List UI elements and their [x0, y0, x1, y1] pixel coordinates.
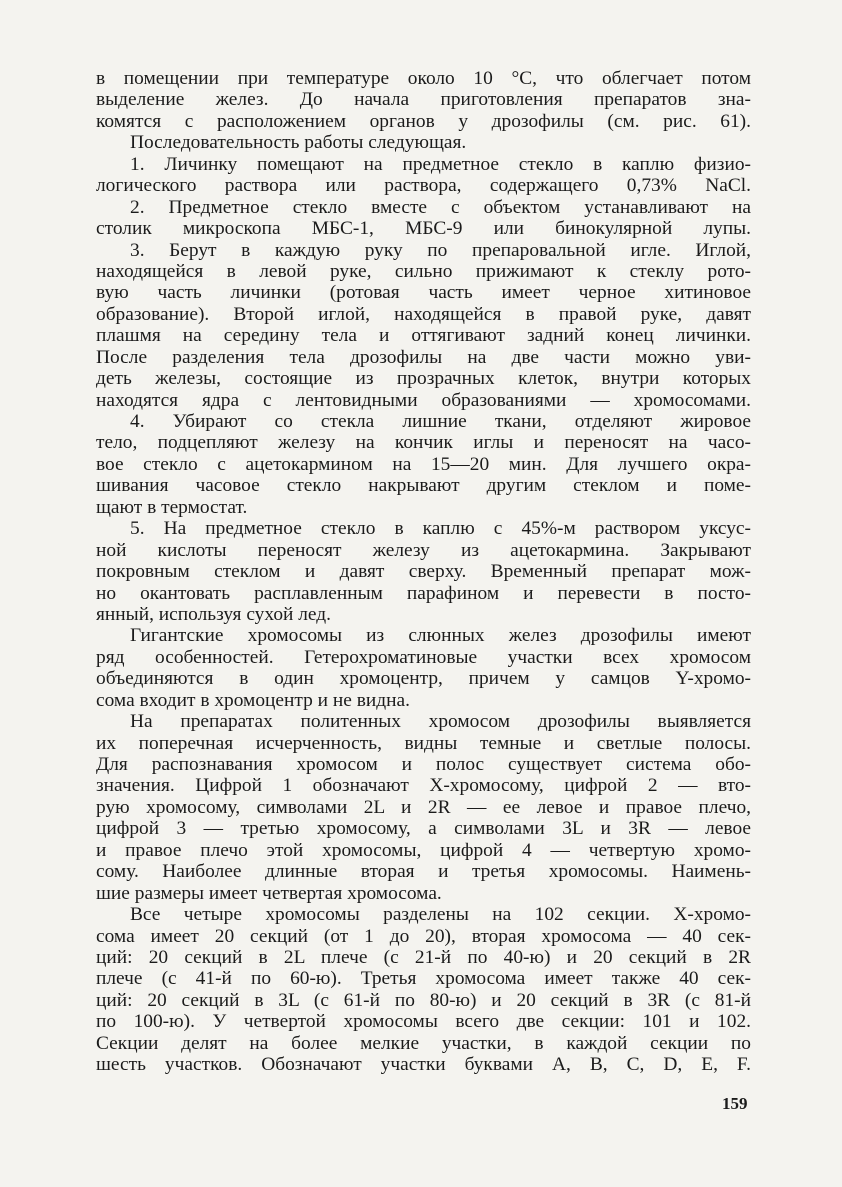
text-line: цифрой 3 — третью хромосому, а символами 3L и 3R — левое: [96, 818, 751, 840]
text-line: шивания часовое стекло накрывают другим стеклом и поме-: [96, 475, 751, 497]
text-line: сому. Наиболее длинные вторая и третья хромосомы. Наимень-: [96, 861, 751, 883]
text-line: значения. Цифрой 1 обозначают X-хромосому, цифрой 2 — вто-: [96, 775, 751, 797]
text-line: вую часть личинки (ротовая часть имеет черное хитиновое: [96, 282, 751, 304]
text-line: комятся с расположением органов у дрозофилы (см. рис. 61).: [96, 110, 751, 132]
text-line: ций: 20 секций в 2L плече (с 21-й по 40-ю) и 20 секций в 2R: [96, 946, 751, 968]
text-line: 2. Предметное стекло вместе с объектом устанавливают на: [130, 196, 751, 218]
text-line: тело, подцепляют железу на кончик иглы и переносят на часо-: [96, 432, 751, 454]
text-line: 4. Убирают со стекла лишние ткани, отделяют жировое: [130, 411, 751, 432]
text-line: столик микроскопа МБС-1, МБС-9 или бинокулярной лупы.: [96, 218, 751, 240]
text-line: Гигантские хромосомы из слюнных желез дрозофилы имеют: [130, 625, 751, 647]
text-line: плече (с 41-й по 60-ю). Третья хромосома имеет также 40 сек-: [96, 968, 751, 990]
page-number: 159: [722, 1094, 748, 1113]
text-line: покровным стеклом и давят сверху. Временный препарат мож-: [96, 561, 751, 583]
text-line: сома входит в хромоцентр и не видна.: [96, 689, 410, 711]
text-line: Для распознавания хромосом и полос существует система обо-: [96, 754, 751, 775]
text-line: плашмя на середину тела и оттягивают задний конец личинки.: [96, 325, 751, 347]
text-line: На препаратах политенных хромосом дрозофилы выявляется: [130, 711, 751, 733]
text-line: образование). Второй иглой, находящейся в правой руке, давят: [96, 303, 751, 325]
text-line: Секции делят на более мелкие участки, в каждой секции по: [96, 1032, 751, 1054]
text-line: и правое плечо этой хромосомы, цифрой 4 — четвертую хромо-: [96, 839, 751, 861]
text-line: шие размеры имеет четвертая хромосома.: [96, 882, 442, 904]
text-line: выделение желез. До начала приготовления препаратов зна-: [96, 89, 751, 111]
text-line: находящейся в левой руке, сильно прижимают к стеклу рото-: [96, 260, 751, 282]
text-line: сома имеет 20 секций (от 1 до 20), вторая хромосома — 40 сек-: [96, 925, 751, 947]
text-line: янный, используя сухой лед.: [96, 603, 331, 625]
text-line: их поперечная исчерченность, видны темные и светлые полосы.: [96, 732, 751, 754]
text-line: 1. Личинку помещают на предметное стекло в каплю физио-: [130, 153, 751, 175]
text-line: но окантовать расплавленным парафином и перевести в посто-: [96, 582, 751, 604]
text-line: Все четыре хромосомы разделены на 102 секции. X-хромо-: [130, 904, 751, 926]
text-line: шесть участков. Обозначают участки буквами A, B, C, D, E, F.: [96, 1054, 751, 1076]
body-text: [96, 68, 751, 1076]
text-line: После разделения тела дрозофилы на две части можно уви-: [96, 346, 751, 368]
text-line: ной кислоты переносят железу из ацетокармина. Закрывают: [96, 539, 751, 561]
text-line: по 100-ю). У четвертой хромосомы всего две секции: 101 и 102.: [96, 1011, 751, 1033]
text-line: 3. Берут в каждую руку по препаровальной игле. Иглой,: [130, 239, 751, 261]
text-line: щают в термостат.: [96, 496, 248, 518]
text-line: находятся ядра с лентовидными образованиями — хромосомами.: [96, 389, 751, 411]
text-line: ряд особенностей. Гетерохроматиновые участки всех хромосом: [96, 646, 751, 668]
text-line: рую хромосому, символами 2L и 2R — ее левое и правое плечо,: [96, 796, 751, 818]
text-line: Последовательность работы следующая.: [130, 132, 467, 154]
text-line: деть железы, состоящие из прозрачных клеток, внутри которых: [96, 368, 751, 390]
text-line: ций: 20 секций в 3L (с 61-й по 80-ю) и 20 секций в 3R (с 81-й: [96, 989, 751, 1011]
text-line: 5. На предметное стекло в каплю с 45%-м раствором уксус-: [130, 518, 751, 540]
text-line: в помещении при температуре около 10 °С, что облегчает потом: [96, 68, 751, 89]
text-line: объединяются в один хромоцентр, причем у самцов Y-хромо-: [96, 668, 751, 690]
text-line: логического раствора или раствора, содержащего 0,73% NaCl.: [96, 175, 751, 197]
text-line: вое стекло с ацетокармином на 15—20 мин. Для лучшего окра-: [96, 453, 751, 475]
